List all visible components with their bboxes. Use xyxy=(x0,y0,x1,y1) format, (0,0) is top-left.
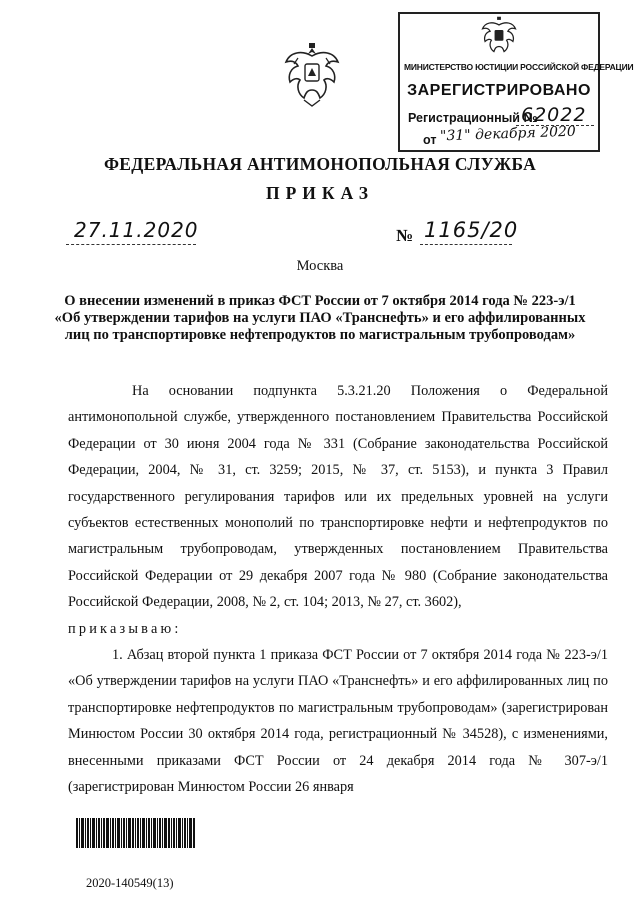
document-type: ПРИКАЗ xyxy=(265,183,375,203)
barcode xyxy=(76,818,196,848)
agency-title: ФЕДЕРАЛЬНАЯ АНТИМОНОПОЛЬНАЯ СЛУЖБА xyxy=(103,154,537,174)
number-underline xyxy=(420,244,512,245)
stamp-reg-label: Регистрационный № xyxy=(408,111,538,125)
stamp-date-value: "31" декабря 2020 xyxy=(439,123,577,145)
preamble-paragraph: На основании подпункта 5.3.21.20 Положения о Федеральной антимонопольной службе, утвержденного постановлением Правительства Российской Федерации от 30 июня 2004 года № 331 (Собрание законодательства Российской Федерации, 2004, № 31, ст. 3259; 2015, № 37, ст. 5153), и пункта 3 Правил государственного регулирования тарифов или их предельных уровней на услуги субъектов естественных монополий по транспортировке нефти и нефтепродуктов по магистральным трубопроводам, утвержденных постановлением Правительства Российской Федерации от 29 декабря 2007 года № 980 (Собрание законодательства Российской Федерации, 2008, № 2, ст. 104; 2013, № 27, ст. 3602), xyxy=(68,383,608,611)
registration-stamp xyxy=(398,12,634,152)
emblem-icon xyxy=(282,42,342,108)
document-number: 1165/20 xyxy=(424,218,519,242)
date-underline xyxy=(66,244,196,245)
stamp-status: ЗАРЕГИСТРИРОВАНО xyxy=(407,82,591,99)
stamp-emblem-icon xyxy=(480,16,518,58)
item-1-paragraph: 1. Абзац второй пункта 1 приказа ФСТ России от 7 октября 2014 года № 223-э/1 «Об утверждении тарифов на услуги ПАО «Транснефть» и его аффилированных лиц по транспортировке нефтепродуктов по магистральным трубопроводам» (зарегистрирован Минюстом России 30 октября 2014 года, регистрационный № 34528), с изменениями, внесенными приказами ФСТ России от 24 декабря 2014 года № 307-э/1 (зарегистрирован Минюстом России 26 января xyxy=(68,647,608,796)
document-city: Москва xyxy=(296,258,344,274)
document-code: 2020-140549(13) xyxy=(86,876,174,890)
stamp-reg-number: 62022 xyxy=(521,104,587,126)
document-number-label: № xyxy=(396,226,414,245)
order-word: приказываю: xyxy=(68,620,182,637)
stamp-date-label: от xyxy=(423,133,437,147)
document-date: 27.11.2020 xyxy=(74,218,199,242)
stamp-organization: МИНИСТЕРСТВО ЮСТИЦИИ РОССИЙСКОЙ ФЕДЕРАЦИИ xyxy=(404,62,634,72)
document-subject: О внесении изменений в приказ ФСТ России от 7 октября 2014 года № 223-э/1 «Об утверждении тарифов на услуги ПАО «Транснефть» и его аффилированных лиц по транспортировке нефтепродуктов по магистральным трубопроводам» xyxy=(54,293,586,343)
document-body xyxy=(68,378,608,801)
